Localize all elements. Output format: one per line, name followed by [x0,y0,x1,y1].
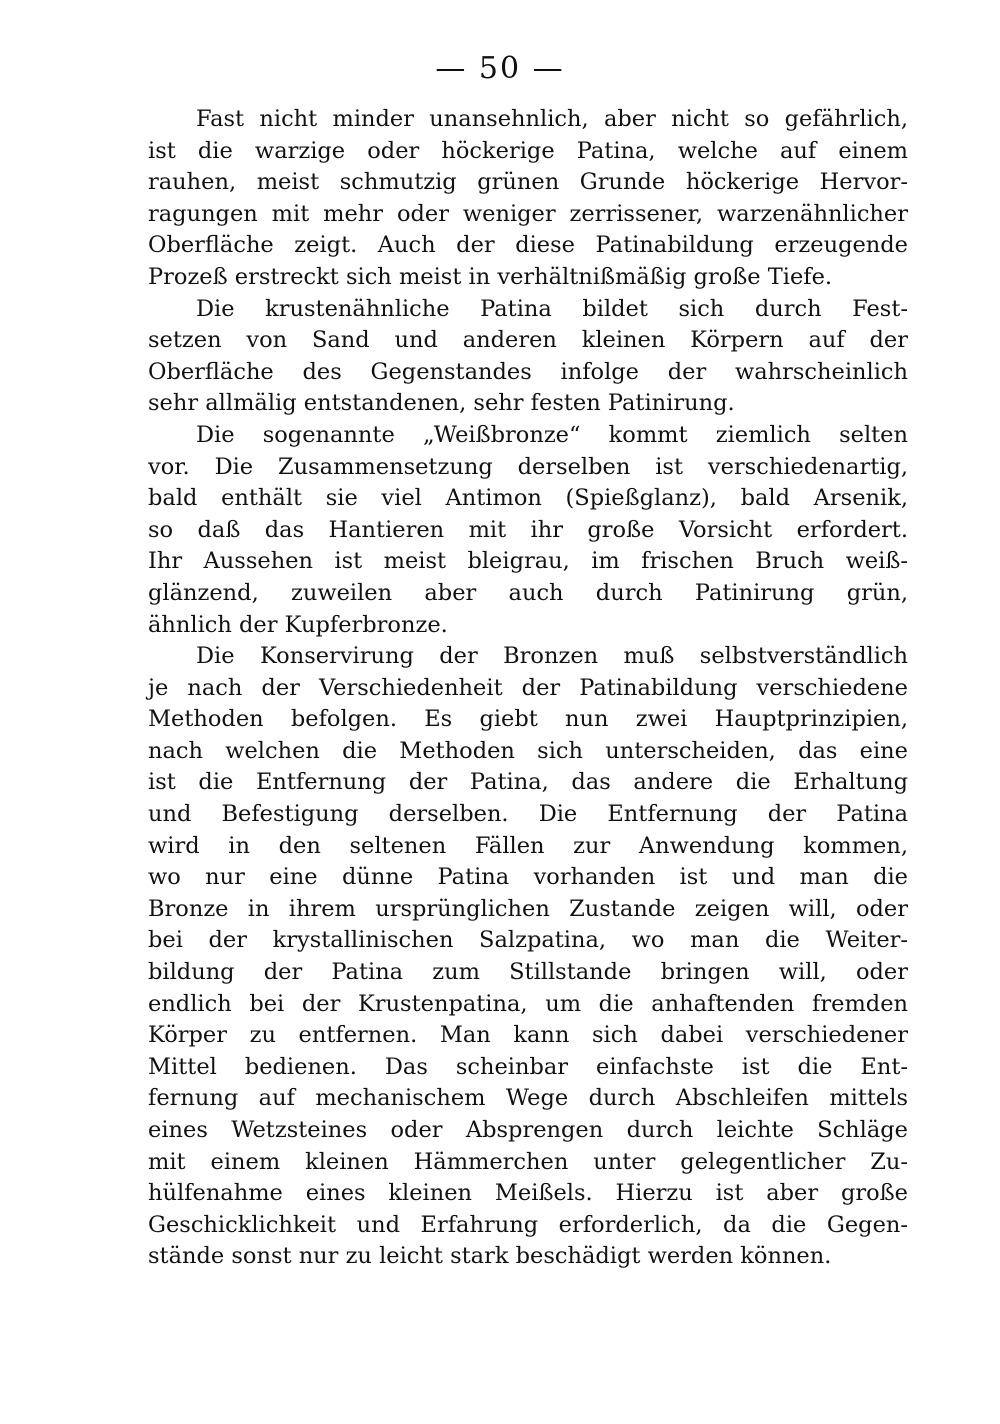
text-line: Die Konservirung der Bronzen muß selbstverständlich [196,643,908,670]
text-line: sehr allmälig entstandenen, sehr festen Patinirung. [148,390,735,417]
text-line: ragungen mit mehr oder weniger zerrissener, warzenähnlicher [148,200,908,227]
text-line: Geschicklichkeit und Erfahrung erforderlich, da die Gegen- [148,1211,908,1238]
text-line: wo nur eine dünne Patina vorhanden ist und man die [148,864,908,891]
text-line: Mittel bedienen. Das scheinbar einfachste ist die Ent- [148,1053,908,1080]
body-text [148,104,908,1273]
text-line: bei der krystallinischen Salzpatina, wo man die Weiter- [148,927,908,954]
text-line: bald enthält sie viel Antimon (Spießglanz), bald Arsenik, [148,485,908,512]
text-line: ähnlich der Kupferbronze. [148,611,448,638]
text-line: stände sonst nur zu leicht stark beschädigt werden können. [148,1243,832,1270]
page-number-header: — 50 — [435,51,565,86]
text-line: Methoden befolgen. Es giebt nun zwei Hauptprinzipien, [148,706,908,733]
text-line: je nach der Verschiedenheit der Patinabildung verschiedene [148,674,908,701]
text-line: eines Wetzsteines oder Absprengen durch leichte Schläge [148,1117,908,1143]
text-line: endlich bei der Krustenpatina, um die anhaftenden fremden [148,990,908,1017]
text-line: Ihr Aussehen ist meist bleigrau, im frischen Bruch weiß- [148,548,908,575]
text-line: Fast nicht minder unansehnlich, aber nicht so gefährlich, [196,106,908,132]
paragraph [148,641,908,1273]
text-line: Körper zu entfernen. Man kann sich dabei verschiedener [148,1022,908,1049]
paragraph [148,104,908,294]
text-line: Bronze in ihrem ursprünglichen Zustande zeigen will, oder [148,895,908,922]
text-line: wird in den seltenen Fällen zur Anwendung kommen, [148,832,908,859]
text-line: so daß das Hantieren mit ihr große Vorsicht erfordert. [148,516,908,543]
text-line: und Befestigung derselben. Die Entfernung der Patina [148,801,908,828]
text-line: Die sogenannte „Weißbronze“ kommt ziemlich selten [196,421,908,448]
text-line: nach welchen die Methoden sich unterscheiden, das eine [148,737,908,764]
text-line: Oberfläche des Gegenstandes infolge der wahrscheinlich [148,358,908,385]
text-line: vor. Die Zusammensetzung derselben ist verschiedenartig, [148,453,908,480]
paragraph [148,294,908,420]
text-line: bildung der Patina zum Stillstande bringen will, oder [148,959,908,986]
paragraph [148,420,908,641]
text-line: ist die Entfernung der Patina, das andere die Erhaltung [148,769,908,796]
text-line: Prozeß erstreckt sich meist in verhältnißmäßig große Tiefe. [148,263,833,290]
text-line: Die krustenähnliche Patina bildet sich durch Fest- [196,295,908,322]
text-line: hülfenahme eines kleinen Meißels. Hierzu ist aber große [148,1180,908,1207]
text-line: mit einem kleinen Hämmerchen unter gelegentlicher Zu- [148,1148,908,1175]
text-line: Oberfläche zeigt. Auch der diese Patinabildung erzeugende [148,232,908,259]
text-line: setzen von Sand und anderen kleinen Körpern auf der [148,327,908,354]
text-line: ist die warzige oder höckerige Patina, welche auf einem [148,137,908,164]
text-line: fernung auf mechanischem Wege durch Abschleifen mittels [148,1085,908,1112]
text-line: glänzend, zuweilen aber auch durch Patinirung grün, [148,579,908,606]
text-line: rauhen, meist schmutzig grünen Grunde höckerige Hervor- [148,169,908,196]
